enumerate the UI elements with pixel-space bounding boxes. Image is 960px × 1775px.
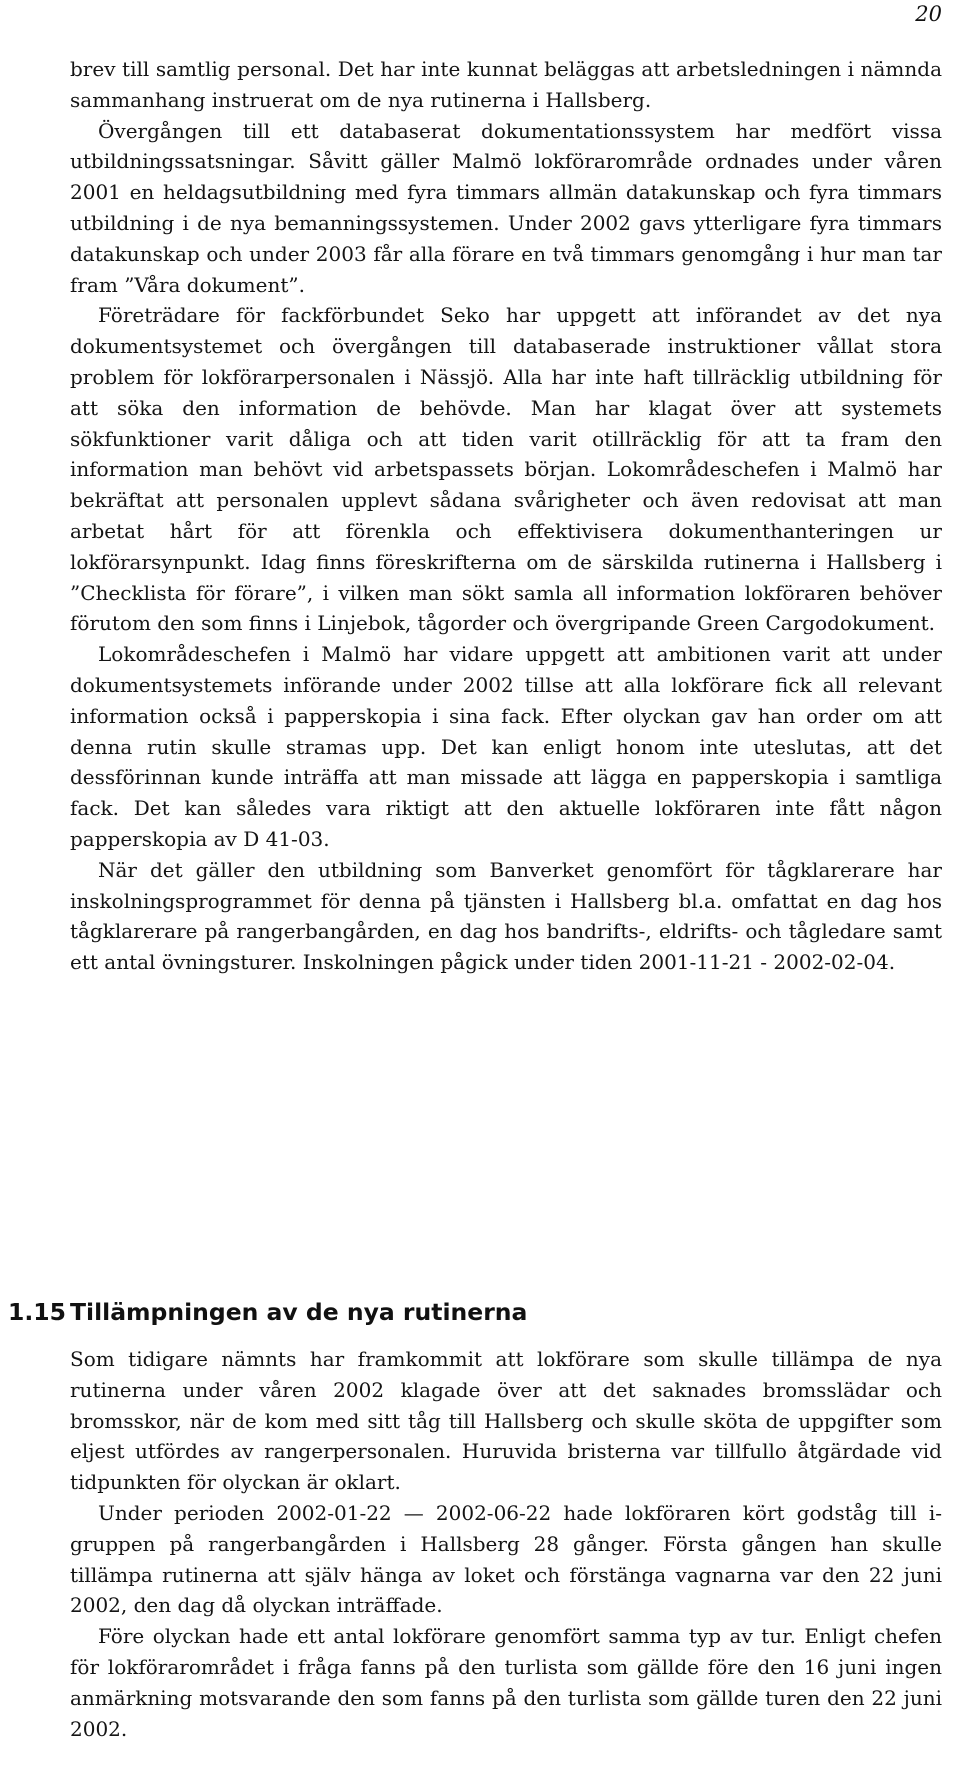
section-paragraph: Under perioden 2002-01-22 — 2002-06-22 hade lokföraren kört godståg till i-gruppen på rangerbangården i Hallsberg 28 gånger. Första gången han skulle tillämpa rutinerna att själv hänga av loket och förstänga vagnarna var den 22 juni 2002, den dag då olyckan inträffade. [70,1500,942,1618]
section-title: Tillämpningen av de nya rutinerna [70,1298,528,1326]
page-number: 20 [915,2,942,26]
paragraph-paper-copy: Lokområdeschefen i Malmö har vidare uppgett att ambitionen varit att under dokumentsystemets införande under 2002 tillse att alla lokförare fick all relevant information också i papperskopia i sina fack. Efter olyckan gav han order om att denna rutin skulle stramas upp. Det kan enligt honom inte uteslutas, att det dessförinnan kunde inträffa att man missade att lägga en papperskopia i samtliga fack. Det kan således vara riktigt att den aktuelle lokföraren inte fått någon papperskopia av D 41-03. [70,642,942,851]
section-paragraph: Före olyckan hade ett antal lokförare genomfört samma typ av tur. Enligt chefen för lokförarområdet i fråga fanns på den turlista som gällde före den 16 juni ingen anmärkning motsvarande den som fanns på den turlista som gällde turen den 22 juni 2002. [70,1624,942,1741]
paragraph-banverket: När det gäller den utbildning som Banverket genomfört för tågklarerare har inskolningsprogrammet för denna på tjänsten i Hallsberg bl.a. omfattat en dag hos tågklarerare på rangerbangården, en dag hos bandrifts-, eldrifts- och tågledare samt ett antal övningsturer. Inskolningen pågick under tiden 2001-11-21 - 2002-02-04. [70,857,942,975]
section-heading [8,1298,527,1326]
paragraph-training: Övergången till ett databaserat dokumentationssystem har medfört vissa utbildningssatsningar. Såvitt gäller Malmö lokförarområde ordnades under våren 2001 en heldagsutbildning med fyra timmars allmän datakunskap och fyra timmars utbildning i de nya bemanningssystemen. Under 2002 gavs ytterligare fyra timmars datakunskap och under 2003 får alla förare en två timmars genomgång i hur man tar fram ”Våra dokument”. [70,118,942,297]
section-paragraph: Som tidigare nämnts har framkommit att lokförare som skulle tillämpa de nya rutinerna under våren 2002 klagade över att det saknades bromsslädar och bromsskor, när de kom med sitt tåg till Hallsberg och skulle sköta de uppgifter som eljest utfördes av rangerpersonalen. Huruvida bristerna var tillfullo åtgärdade vid tidpunkten för olyckan är oklart. [70,1347,942,1495]
paragraph-seko: Företrädare för fackförbundet Seko har uppgett att införandet av det nya dokumentsystemet och övergången till databaserade instruktioner vållat stora problem för lokförarpersonalen i Nässjö. Alla har inte haft tillräcklig utbildning för att söka den information de behövde. Man har klagat över att systemets sökfunktioner varit dåliga och att tiden varit otillräcklig för att ta fram den information man behövt vid arbetspassets början. Lokområdeschefen i Malmö har bekräftat att personalen upplevt sådana svårigheter och även redovisat att man arbetat hårt för att förenkla och effektivisera dokumenthanteringen ur lokförarsynpunkt. Idag finns föreskrifterna om de särskilda rutinerna i Hallsberg i ”Checklista för förare”, i vilken man sökt samla all information lokföraren behöver förutom den som finns i Linjebok, tågorder och övergripande Green Cargodokument. [70,303,942,636]
section-body [70,1344,942,1744]
section-number: 1.15 [8,1298,66,1326]
paragraph-continuation: brev till samtlig personal. Det har inte kunnat beläggas att arbetsledningen i nämnda sammanhang instruerat om de nya rutinerna i Hallsberg. [70,57,942,112]
body-text [70,54,942,978]
